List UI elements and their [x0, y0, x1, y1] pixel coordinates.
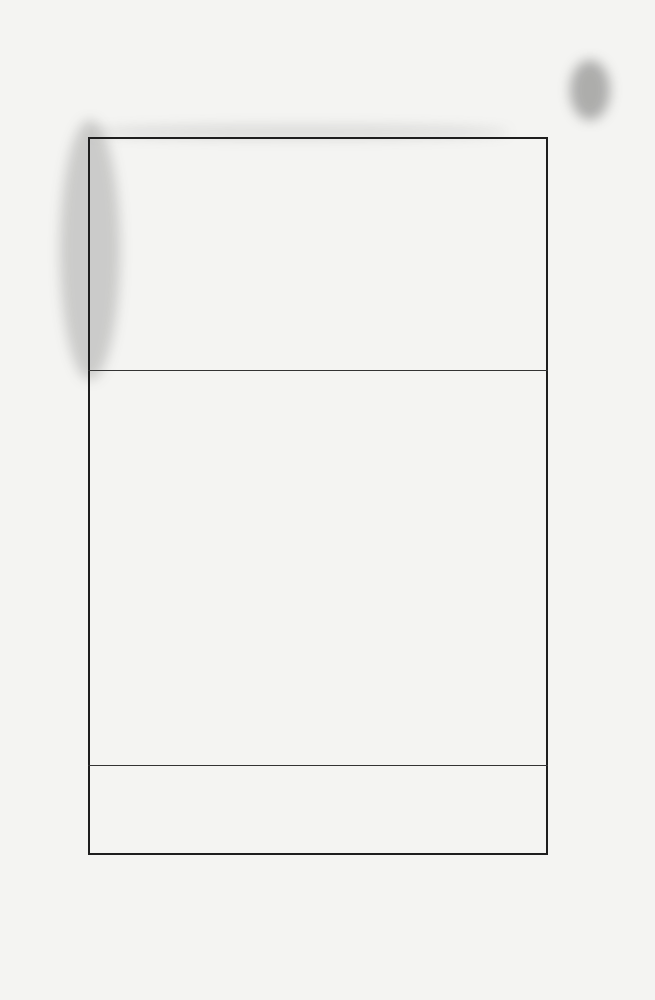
row-divider: [88, 765, 548, 766]
table-frame: [88, 137, 548, 855]
scan-smudge: [570, 60, 610, 120]
row-divider: [88, 370, 548, 371]
